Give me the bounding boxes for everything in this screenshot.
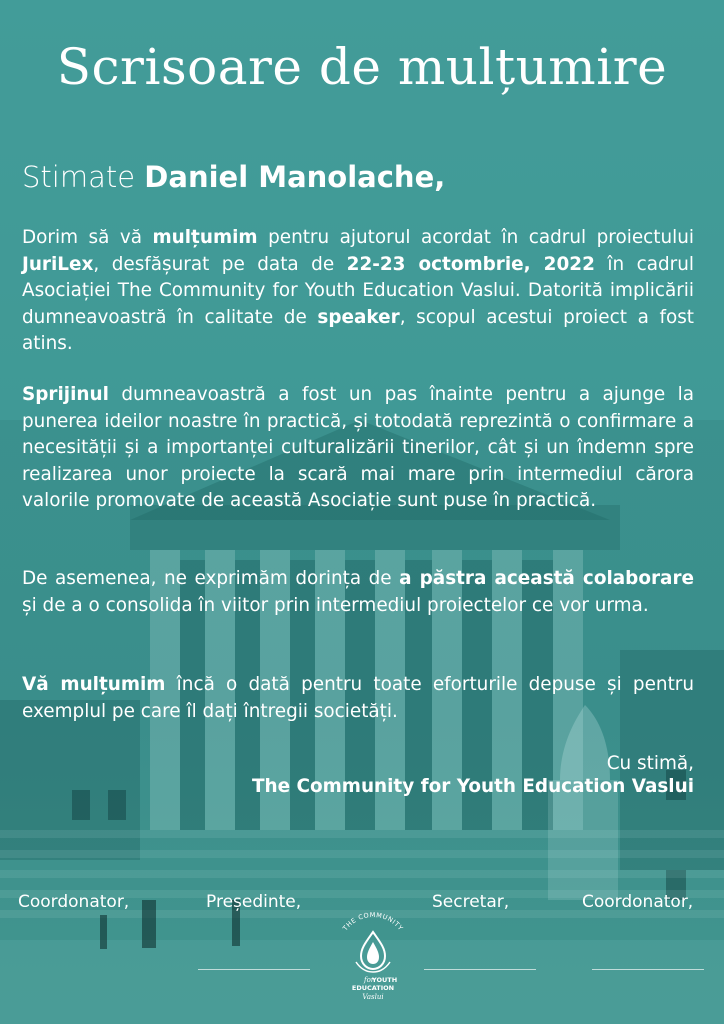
paragraph-thanks — [22, 225, 694, 358]
body-text: , desfășurat pe data de — [93, 253, 347, 275]
body-text: pentru ajutorul acordat în cadrul proiectului — [257, 227, 694, 248]
body-text: De asemenea, ne exprimăm dorința de — [22, 568, 400, 589]
role-coordinator-2: Coordonator, — [582, 892, 694, 912]
body-text: Dorim să vă — [22, 227, 153, 248]
logo-text-community: THE COMMUNITY — [341, 912, 405, 933]
emphasis-text: JuriLex — [22, 253, 94, 275]
emphasis-text: mulțumim — [152, 227, 258, 248]
emphasis-text: Vă mulțumim — [22, 674, 166, 695]
emphasis-text: speaker — [317, 306, 400, 328]
signature-line-coordinator — [592, 969, 704, 970]
emphasis-text: 22-23 octombrie, 2022 — [346, 253, 595, 275]
body-text: , scopul acestui proiect a fost atins. — [22, 306, 694, 354]
organization-logo — [328, 912, 418, 1012]
logo-text-education: EDUCATION — [351, 984, 395, 992]
greeting — [22, 160, 445, 194]
logo-text-youth: YOUTH — [372, 976, 398, 984]
role-coordinator-1: Coordonator, — [18, 892, 130, 912]
recipient-name: Daniel Manolache, — [144, 160, 446, 194]
role-secretary: Secretar, — [432, 892, 510, 912]
emphasis-text: Sprijinul — [22, 384, 109, 405]
signature-line-secretary — [424, 969, 536, 970]
paragraph-support — [22, 382, 694, 515]
greeting-prefix: Stimate — [22, 160, 145, 194]
logo-text-for: for — [364, 976, 375, 984]
signature-organization: The Community for Youth Education Vaslui — [251, 776, 694, 797]
body-text: în cadrul Asociației The Community for Youth Education Vaslui. Datorită implicării dumneavoastră în calitate de — [22, 253, 694, 328]
paragraph-collaboration — [22, 566, 694, 619]
signature-line-president — [198, 969, 310, 970]
role-president: Președinte, — [206, 892, 302, 912]
page-title: Scrisoare de mulțumire — [56, 38, 668, 96]
svg-text:THE COMMUNITY — [341, 912, 405, 933]
closing-salutation: Cu stimă, — [606, 753, 694, 774]
logo-text-vaslui: Vaslui — [362, 993, 384, 1001]
emphasis-text: a păstra această colaborare — [399, 568, 694, 589]
paragraph-closing — [22, 672, 694, 725]
body-text: și de a o consolida în viitor prin intermediul proiectelor ce vor urma. — [22, 594, 649, 616]
body-text: încă o dată pentru toate eforturile depuse și pentru exemplul pe care îl dați întregii societăți. — [22, 674, 694, 722]
body-text: dumneavoastră a fost un pas înainte pentru a ajunge la punerea ideilor noastre în practică, și totodată reprezintă o confirmare a necesității și a importanței culturalizării tinerilor, cât și un îndemn spre realizarea unor proiecte la scară mai mare prin intermediul cărora valorile promovate de această Asociație sunt puse în practică. — [22, 384, 694, 511]
